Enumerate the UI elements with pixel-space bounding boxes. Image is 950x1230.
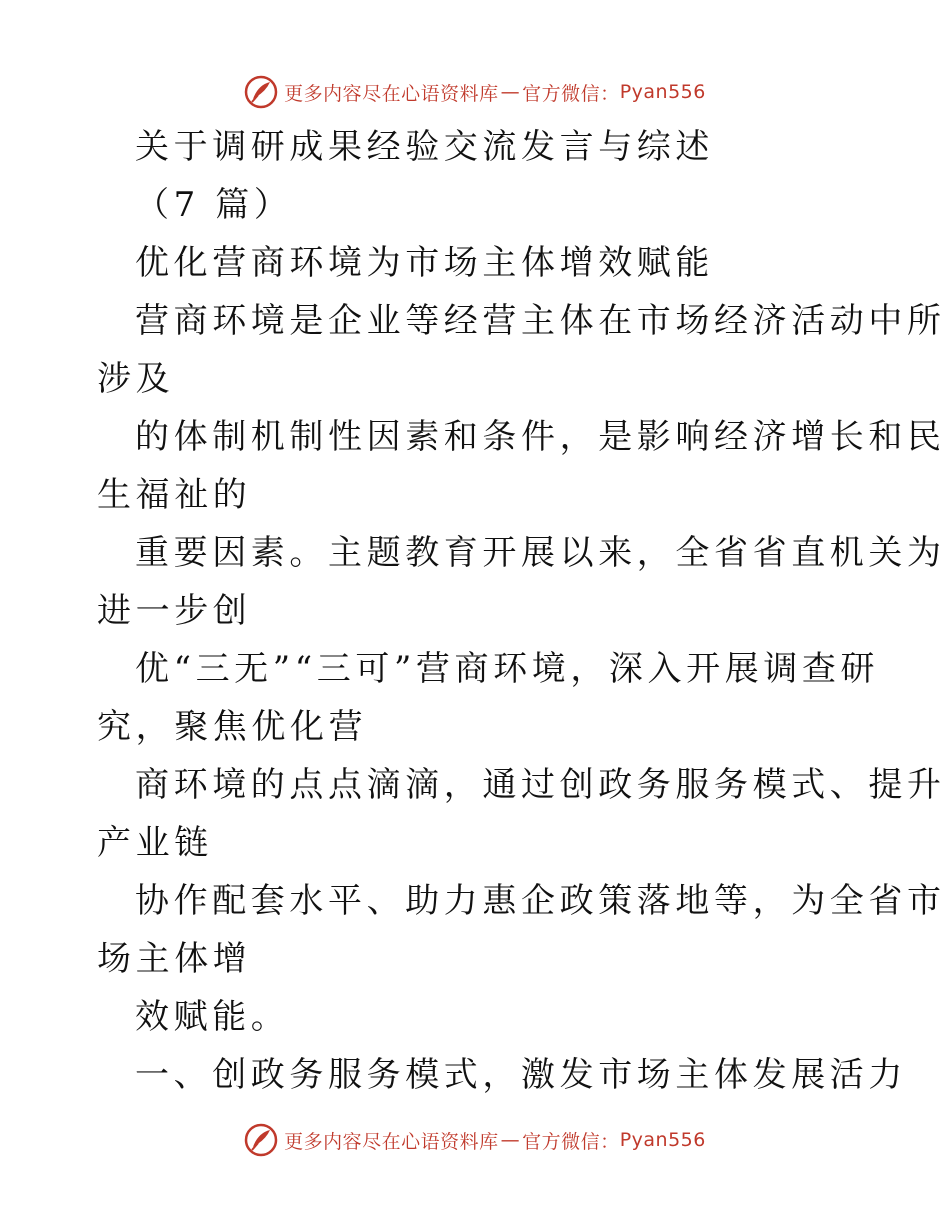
watermark-wechat-label: 官方微信： [522, 1130, 620, 1153]
watermark-separator: — [500, 81, 521, 103]
paragraph-line: 的体制机制性因素和条件，是影响经济增长和民 [135, 417, 946, 457]
paragraph-line: 究，聚焦优化营 [97, 707, 368, 747]
watermark-wechat-id: Pyan556 [619, 81, 706, 103]
paragraph-line: 商环境的点点滴滴，通过创政务服务模式、提升 [135, 765, 946, 805]
document-body [97, 118, 946, 1104]
header-watermark [0, 72, 950, 112]
document-title: 关于调研成果经验交流发言与综述 [135, 127, 714, 167]
watermark-wechat-label: 官方微信： [522, 82, 620, 105]
footer-watermark [0, 1120, 950, 1160]
paragraph-line: 进一步创 [97, 591, 252, 631]
feather-pen-logo-icon [244, 75, 278, 109]
watermark-wechat-id: Pyan556 [619, 1129, 706, 1151]
paragraph-line: 场主体增 [97, 939, 252, 979]
article-title: 优化营商环境为市场主体增效赋能 [135, 243, 714, 283]
watermark-site-text: 更多内容尽在心语资料库 [284, 1130, 499, 1153]
paragraph-line: 优“三无”“三可”营商环境，深入开展调查研 [135, 649, 880, 689]
section-heading: 一、创政务服务模式，激发市场主体发展活力 [135, 1055, 907, 1095]
paragraph-line: 重要因素。主题教育开展以来，全省省直机关为 [135, 533, 946, 573]
watermark-separator: — [500, 1129, 521, 1151]
paragraph-line: 协作配套水平、助力惠企政策落地等，为全省市 [135, 881, 946, 921]
watermark-site-text: 更多内容尽在心语资料库 [284, 82, 499, 105]
feather-pen-logo-icon [244, 1123, 278, 1157]
paragraph-line: 产业链 [97, 823, 213, 863]
document-title-count: （7 篇） [135, 185, 293, 225]
paragraph-line: 效赋能。 [135, 997, 290, 1037]
paragraph-line: 营商环境是企业等经营主体在市场经济活动中所 [135, 301, 946, 341]
paragraph-line: 生福祉的 [97, 475, 252, 515]
paragraph-line: 涉及 [97, 359, 175, 399]
